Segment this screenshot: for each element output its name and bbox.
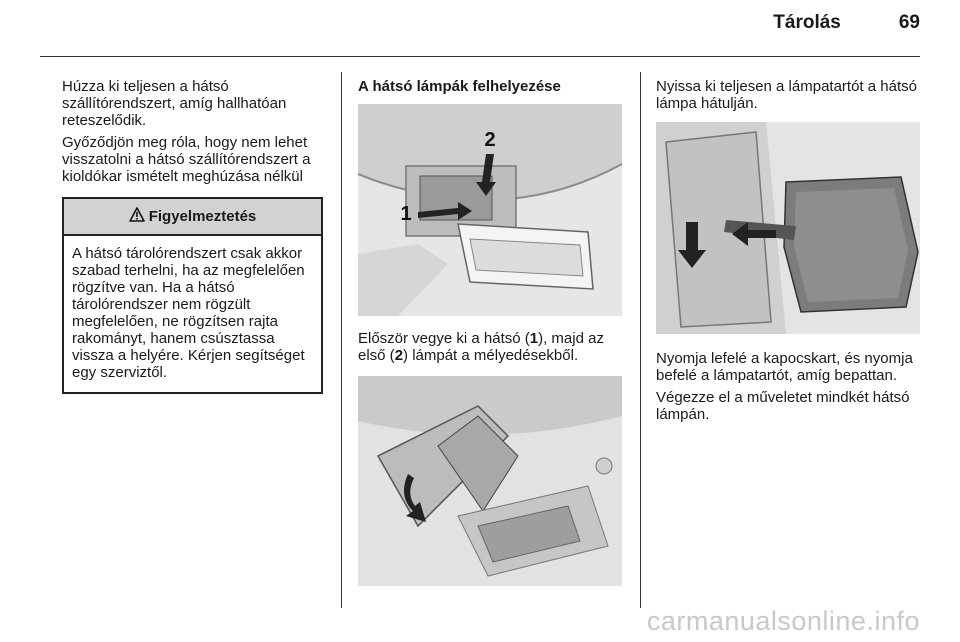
warning-triangle-icon [129, 207, 145, 226]
page-number: 69 [898, 12, 920, 33]
col3-paragraph-3: Végezze el a műveletet mindkét hátsó lámpán. [656, 389, 910, 423]
callout-2: 2 [484, 129, 496, 151]
column-rule-1 [341, 72, 342, 608]
warning-title: Figyelmeztetés [148, 208, 257, 225]
figure-lamp-holder-press [656, 122, 920, 334]
figure-lamp-holder-open [358, 376, 622, 586]
watermark: carmanualsonline.info [646, 606, 920, 636]
section-heading: A hátsó lámpák felhelyezése [358, 78, 561, 95]
col3-paragraph-2: Nyomja lefelé a kapocskart, és nyomja befelé a lámpatartót, amíg bepattan. [656, 350, 913, 384]
caption-text-1: Először vegye ki a hátsó ( [358, 330, 530, 347]
warning-text: A hátsó tárolórendszert csak akkor szabad terhelni, ha az megfelelően rögzítve van. Ha a hátsó tárolórendszer nem rögzült megfelelően, ne rögzítsen rajta rakományt, hanem csúsztassa vissza a helyére. Kérjen segítséget egy szerviztől. [72, 245, 305, 381]
page-title: Tárolás [773, 12, 841, 33]
figure-remove-lamps [358, 104, 622, 316]
figure-1-caption [358, 330, 626, 369]
column-1 [62, 78, 330, 190]
column-3-top [656, 78, 924, 117]
caption-text-2: ), majd az első ( [358, 330, 604, 364]
header-rule [40, 56, 920, 57]
column-3-bottom [656, 350, 924, 428]
caption-ref-2: 2 [394, 347, 404, 364]
caption-text-3: ) lámpát a mélyedésekből. [403, 347, 579, 364]
warning-header [64, 199, 321, 236]
callout-1: 1 [400, 203, 412, 225]
column-2 [358, 78, 626, 100]
col3-paragraph-1: Nyissa ki teljesen a lámpatartót a hátsó lámpa hátulján. [656, 78, 917, 112]
page-header [773, 12, 920, 34]
caption-ref-1: 1 [529, 330, 539, 347]
column-rule-2 [640, 72, 641, 608]
col1-paragraph-2: Győződjön meg róla, hogy nem lehet visszatolni a hátsó szállítórendszert a kioldókar ismételt meghúzása nélkül [62, 134, 311, 185]
col1-paragraph-1: Húzza ki teljesen a hátsó szállítórendszert, amíg hallhatóan reteszelődik. [62, 78, 287, 129]
warning-box [62, 197, 323, 394]
